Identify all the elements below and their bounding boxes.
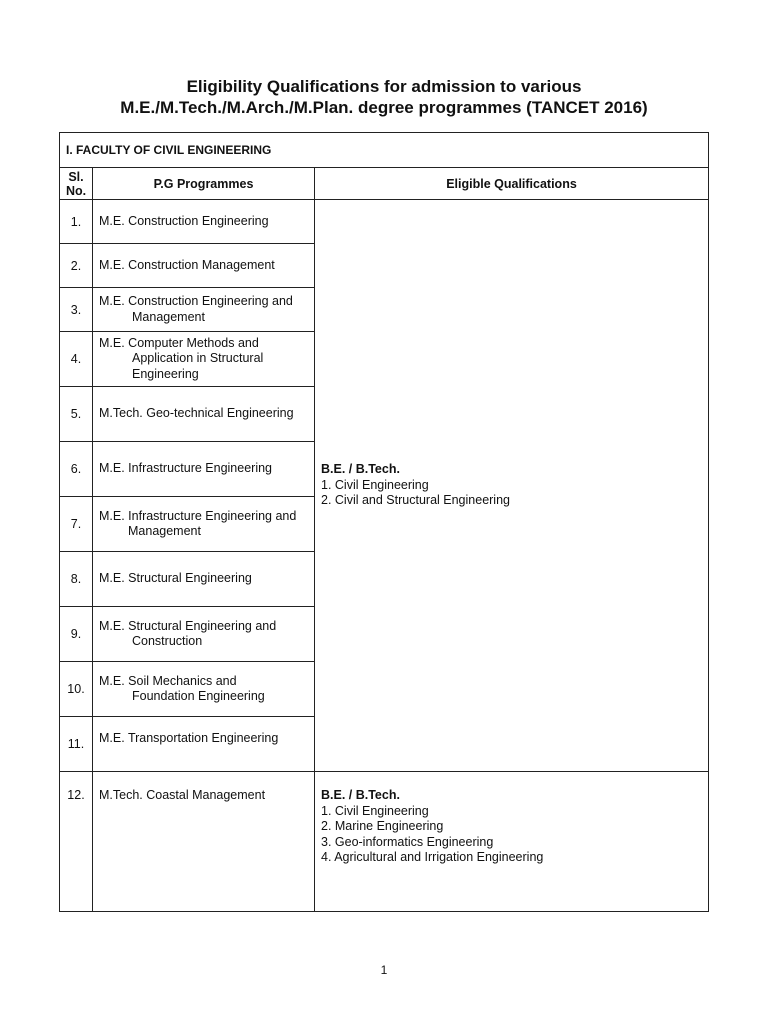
programme-line: M.E. Transportation Engineering [99, 731, 279, 745]
programme-line: M.Tech. Coastal Management [99, 788, 266, 802]
table-row [60, 772, 709, 912]
row-programme [93, 332, 315, 387]
programme-line: M.E. Construction Engineering [99, 213, 269, 228]
row-programme [93, 662, 315, 717]
row-sl: 6. [60, 442, 93, 497]
row-sl: 3. [60, 288, 93, 332]
programme-line-cont: Management [132, 309, 205, 324]
qualification-heading: B.E. / B.Tech. [321, 788, 400, 802]
row-sl: 12. [60, 772, 93, 912]
programme-line: M.E. Structural Engineering [99, 571, 252, 586]
qualification-cell-group2 [315, 772, 709, 912]
programme-line: M.E. Computer Methods and [99, 335, 259, 350]
programme-line-cont: Management [128, 524, 201, 538]
table-header-row [60, 168, 709, 200]
row-sl: 4. [60, 332, 93, 387]
qualification-item: 1. Civil Engineering [321, 803, 429, 818]
row-sl: 5. [60, 387, 93, 442]
row-programme [93, 772, 315, 912]
row-programme [93, 607, 315, 662]
programme-line: M.E. Structural Engineering and [99, 618, 277, 633]
row-sl: 9. [60, 607, 93, 662]
title-line-2: M.E./M.Tech./M.Arch./M.Plan. degree programmes (TANCET 2016) [120, 98, 648, 117]
header-sl-line2: No. [66, 183, 87, 198]
qualification-heading: B.E. / B.Tech. [321, 462, 400, 477]
row-sl: 11. [60, 717, 93, 772]
programme-line-cont: Application in Structural [132, 351, 264, 366]
row-programme [93, 497, 315, 552]
qualification-item: 2. Marine Engineering [321, 819, 444, 833]
row-programme [93, 200, 315, 244]
programme-line: M.E. Construction Engineering and [99, 294, 293, 308]
qualification-item: 1. Civil Engineering [321, 477, 429, 492]
row-programme [93, 244, 315, 288]
row-sl: 7. [60, 497, 93, 552]
programme-line: M.E. Soil Mechanics and [99, 673, 237, 688]
row-sl: 1. [60, 200, 93, 244]
eligibility-table [59, 132, 709, 912]
programme-line: M.Tech. Geo-technical Engineering [99, 406, 294, 421]
row-sl: 8. [60, 552, 93, 607]
title-line-1: Eligibility Qualifications for admission to various [186, 77, 582, 96]
header-sl-no [60, 168, 93, 200]
table-row [60, 200, 709, 244]
row-programme [93, 387, 315, 442]
row-programme [93, 288, 315, 332]
row-programme [93, 552, 315, 607]
programme-line-cont: Construction [132, 634, 203, 648]
qualification-item: 4. Agricultural and Irrigation Engineering [321, 850, 544, 864]
header-qualifications: Eligible Qualifications [315, 168, 709, 200]
row-programme [93, 717, 315, 772]
programme-line: M.E. Infrastructure Engineering and [99, 508, 297, 523]
programme-line-cont: Foundation Engineering [132, 689, 265, 703]
row-sl: 2. [60, 244, 93, 288]
qualification-cell-group1 [315, 200, 709, 772]
programme-line-cont: Engineering [132, 366, 199, 381]
row-programme [93, 442, 315, 497]
faculty-heading: I. FACULTY OF CIVIL ENGINEERING [60, 133, 709, 168]
row-sl: 10. [60, 662, 93, 717]
header-programmes: P.G Programmes [93, 168, 315, 200]
document-title [0, 76, 768, 118]
qualification-item: 3. Geo-informatics Engineering [321, 834, 494, 849]
programme-line: M.E. Infrastructure Engineering [99, 461, 272, 476]
page-number: 1 [380, 963, 388, 977]
header-sl-line1: Sl. [68, 169, 84, 184]
programme-line: M.E. Construction Management [99, 257, 275, 272]
qualification-item: 2. Civil and Structural Engineering [321, 493, 510, 508]
